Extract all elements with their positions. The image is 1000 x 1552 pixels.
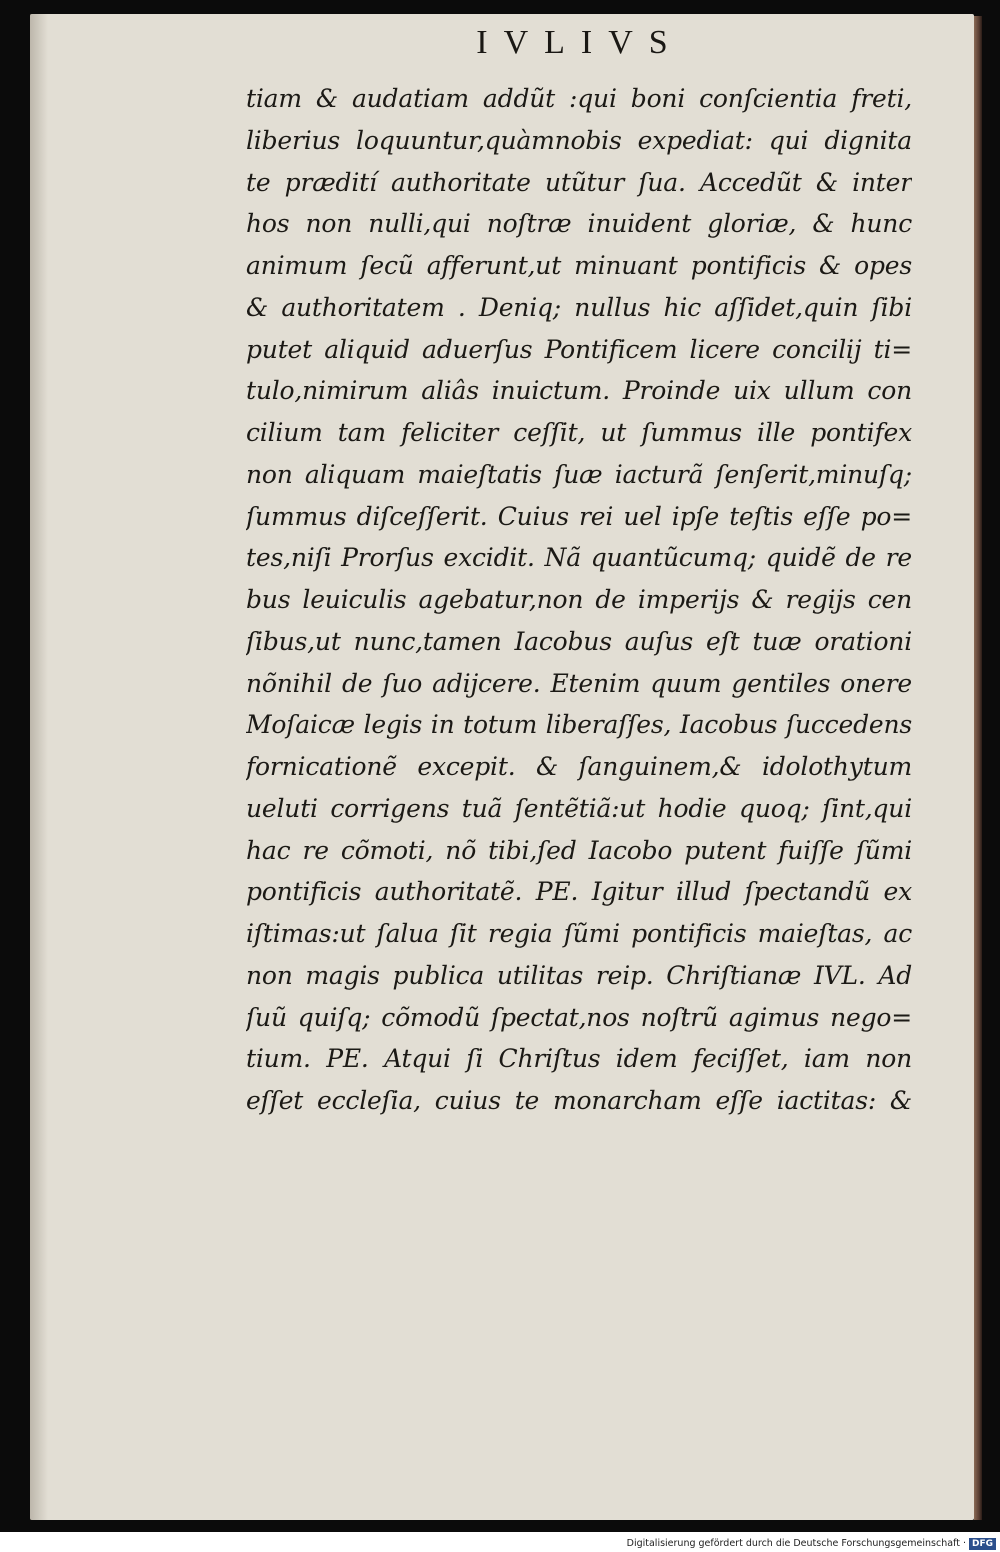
- text-line: ſuũ quiſq; cõmodũ ſpectat,nos noſtrũ agimus nego=: [246, 1002, 912, 1032]
- text-line: ſummus diſceſſerit. Cuius rei uel ipſe teſtis eſſe po=: [246, 501, 912, 531]
- text-line: non magis publica utilitas reip. Chriſtianæ IVL. Ad: [246, 960, 912, 990]
- text-line: bus leuiculis agebatur,non de imperijs & regijs cen: [246, 585, 912, 614]
- text-line: & authoritatem . Deniq; nullus hic aſſidet,quin ſibi: [246, 292, 912, 322]
- text-line: te prædití authoritate utũtur ſua. Accedũt & inter: [246, 167, 912, 197]
- text-line: nõnihil de ſuo adijcere. Etenim quum gentiles onere: [246, 668, 912, 698]
- text-line: animum ſecũ afferunt,ut minuant pontificis & opes: [246, 251, 912, 280]
- text-line: tulo,nimirum aliâs inuictum. Proinde uix ullum con: [246, 376, 912, 406]
- text-line: fornicationẽ excepit. & ſanguinem,& idolothytum: [246, 752, 912, 781]
- text-line: liberius loquuntur,quàmnobis expediat: qui dignita: [246, 125, 912, 155]
- text-line: Moſaicæ legis in totum liberaſſes, Iacobus ſuccedens: [246, 710, 912, 740]
- text-line: eſſet eccleſia, cuius te monarcham eſſe iactitas: &: [246, 1086, 912, 1115]
- text-line: pontificis authoritatẽ. PE. Igitur illud ſpectandũ ex: [246, 877, 912, 907]
- text-line: iſtimas:ut ſalua ſit regia ſũmi pontificis maieſtas, ac: [246, 919, 912, 948]
- text-line: tes,niſi Prorſus excidit. Nã quantũcumq; quidẽ de re: [246, 543, 912, 573]
- text-line: tium. PE. Atqui ſi Chriſtus idem feciſſet, iam non: [246, 1044, 912, 1074]
- dfg-logo-icon: DFG: [969, 1538, 996, 1550]
- page-edge: [974, 16, 982, 1520]
- running-head: IVLIVS: [476, 24, 684, 61]
- text-line: putet aliquid aduerſus Pontificem licere concilij ti=: [246, 334, 912, 364]
- text-line: ueluti corrigens tuã ſentẽtiã:ut hodie quoq; ſint,qui: [246, 793, 912, 823]
- text-line: tiam & audatiam addũt :qui boni conſcientia freti,: [246, 84, 912, 113]
- text-line: hos non nulli,qui noſtræ inuident gloriæ, & hunc: [246, 209, 912, 239]
- text-line: hac re cõmoti, nõ tibi,ſed Iacobo putent fuiſſe ſũmi: [246, 835, 912, 865]
- text-line: non aliquam maieſtatis ſuæ iacturã ſenſerit,minuſq;: [246, 459, 912, 489]
- digitization-credit: [0, 1536, 1000, 1552]
- credit-text: Digitalisierung gefördert durch die Deutsche Forschungsgemeinschaft ·: [626, 1538, 966, 1549]
- gutter-shadow: [30, 14, 48, 1520]
- text-line: ſibus,ut nunc,tamen Iacobus auſus eſt tuæ orationi: [246, 626, 912, 656]
- text-block: [246, 78, 912, 1122]
- text-line: cilium tam feliciter ceſſit, ut ſummus ille pontifex: [246, 418, 912, 447]
